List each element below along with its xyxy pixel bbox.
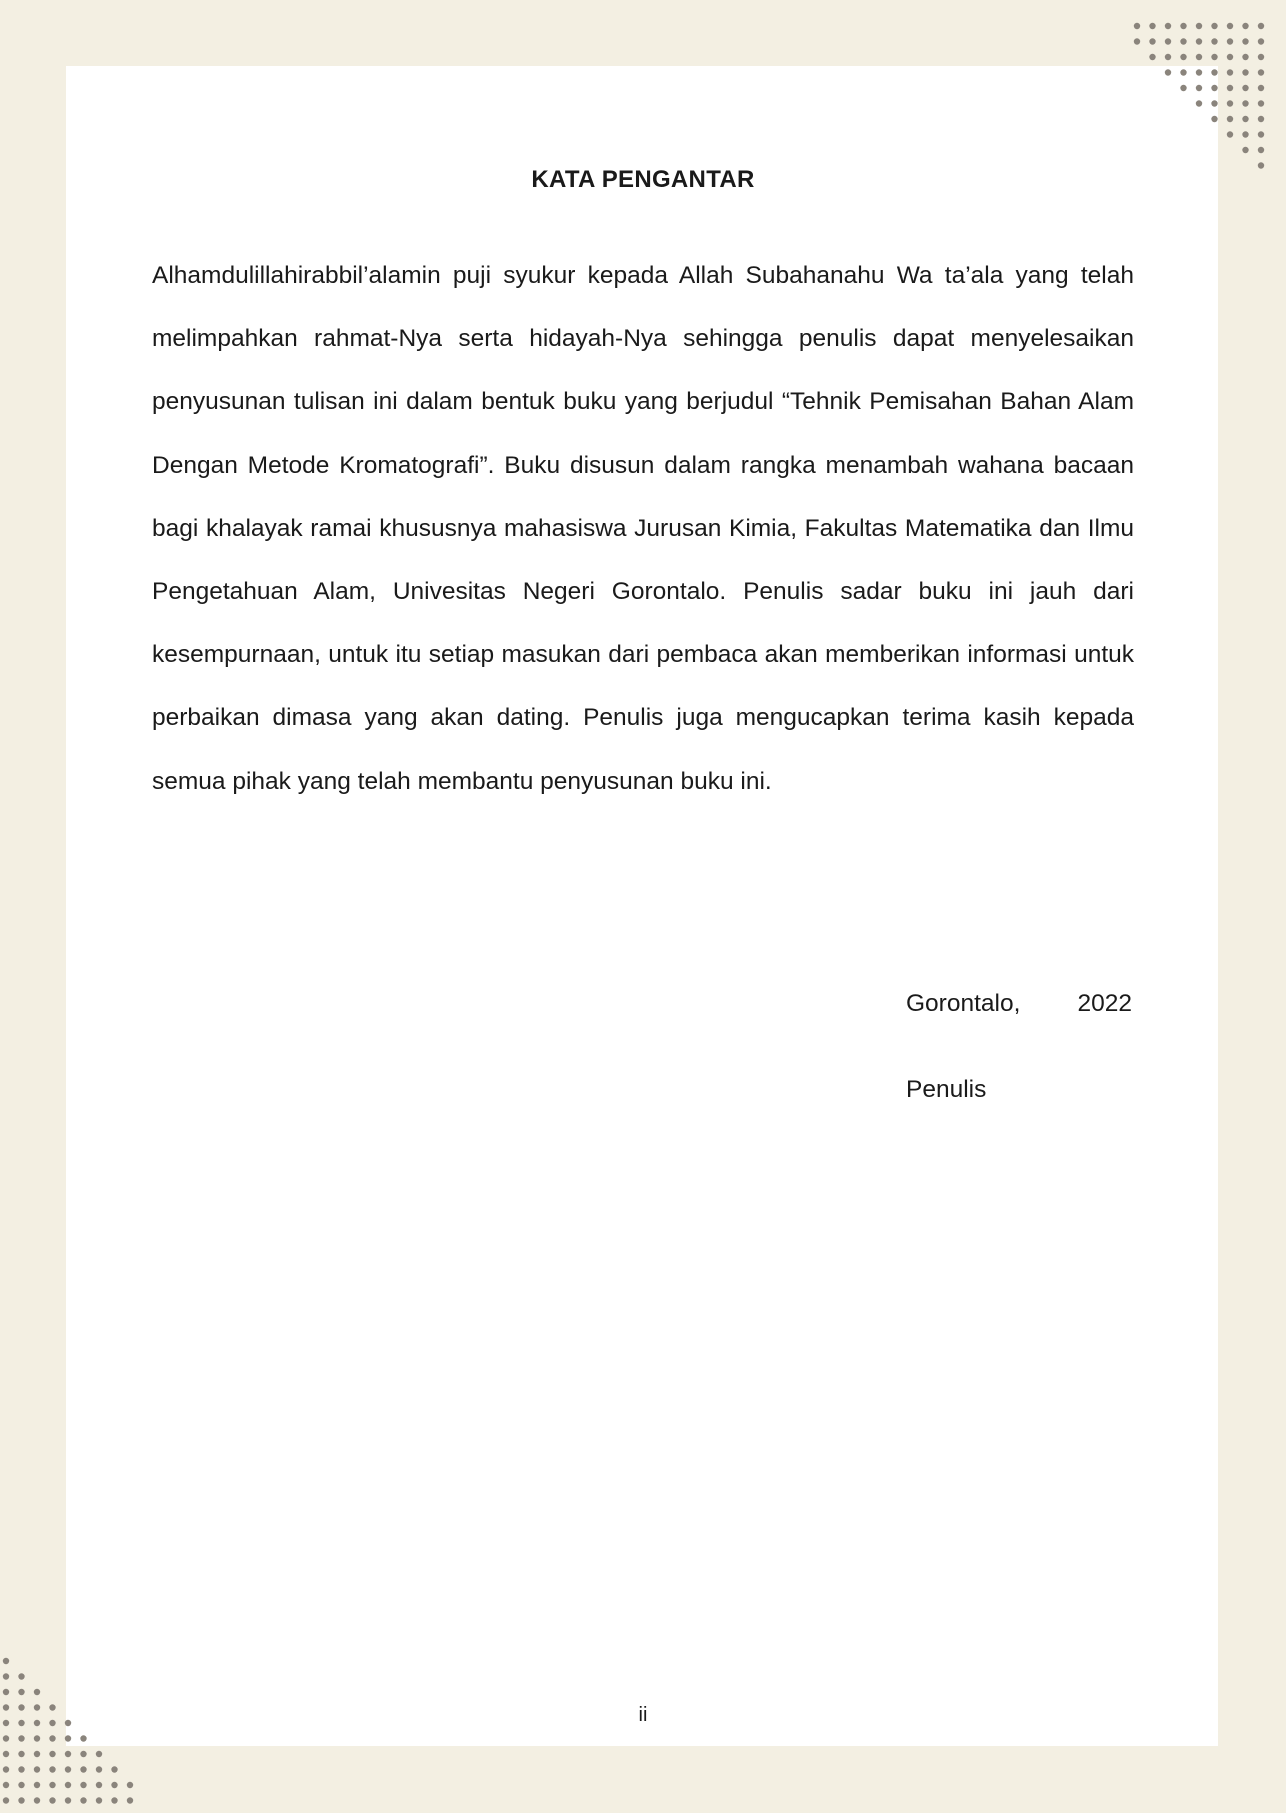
dot	[1180, 38, 1186, 44]
dot	[96, 1751, 102, 1757]
page-title: KATA PENGANTAR	[531, 166, 755, 193]
dot	[1196, 23, 1202, 29]
closing-year: 2022	[1077, 990, 1132, 1017]
dot	[1180, 85, 1186, 91]
dot	[1134, 38, 1140, 44]
dot	[1211, 85, 1217, 91]
page-number: ii	[638, 1704, 648, 1726]
dot	[96, 1782, 102, 1788]
dot	[65, 1766, 71, 1772]
dot	[1227, 69, 1233, 75]
dot	[1227, 131, 1233, 137]
dot	[49, 1751, 55, 1757]
dot	[34, 1782, 40, 1788]
dot	[1165, 54, 1171, 60]
dot	[1149, 23, 1155, 29]
dot	[1165, 69, 1171, 75]
dot	[34, 1766, 40, 1772]
dot	[18, 1751, 24, 1757]
dot	[1242, 131, 1248, 137]
dot	[1242, 23, 1248, 29]
dot	[1149, 38, 1155, 44]
closing-block	[906, 990, 1132, 1104]
dot	[1258, 100, 1264, 106]
dot	[3, 1751, 9, 1757]
dot	[80, 1782, 86, 1788]
dot	[3, 1673, 9, 1679]
dot	[3, 1658, 9, 1664]
dot	[18, 1689, 24, 1695]
dot	[1180, 23, 1186, 29]
decorative-dot-pattern-top-right	[1105, 20, 1270, 175]
dot	[49, 1782, 55, 1788]
dot	[49, 1735, 55, 1741]
closing-place: Gorontalo,	[906, 990, 1021, 1017]
dot	[3, 1797, 9, 1803]
decorative-dot-pattern-bottom-left	[0, 1655, 165, 1813]
dot	[1242, 147, 1248, 153]
dot	[111, 1766, 117, 1772]
dot	[65, 1735, 71, 1741]
dot	[80, 1766, 86, 1772]
dot	[1165, 38, 1171, 44]
dot	[65, 1782, 71, 1788]
dot	[1196, 85, 1202, 91]
dot	[1242, 85, 1248, 91]
dot	[65, 1751, 71, 1757]
dot	[111, 1782, 117, 1788]
dot	[1227, 116, 1233, 122]
dot	[1180, 69, 1186, 75]
dot	[1258, 147, 1264, 153]
dot	[18, 1782, 24, 1788]
dot	[18, 1735, 24, 1741]
dot	[1258, 23, 1264, 29]
dot	[3, 1735, 9, 1741]
dot	[1196, 100, 1202, 106]
dot	[96, 1797, 102, 1803]
dot	[1258, 85, 1264, 91]
dot	[1227, 23, 1233, 29]
dot	[1242, 116, 1248, 122]
dot	[3, 1782, 9, 1788]
dot	[18, 1766, 24, 1772]
dot	[18, 1673, 24, 1679]
dot	[1242, 54, 1248, 60]
dot	[1227, 100, 1233, 106]
dot	[1227, 54, 1233, 60]
dot	[127, 1782, 133, 1788]
preface-paragraph: Alhamdulillahirabbil’alamin puji syukur kepada Allah Subahanahu Wa ta’ala yang telah melimpahkan rahmat-Nya serta hidayah-Nya sehingga penulis dapat menyelesaikan penyusunan tulisan ini dalam bentuk buku yang berjudul “Tehnik Pemisahan Bahan Alam Dengan Metode Kromatografi”. Buku disusun dalam rangka menambah wahana bacaan bagi khalayak ramai khususnya mahasiswa Jurusan Kimia, Fakultas Matematika dan Ilmu Pengetahuan Alam, Univesitas Negeri Gorontalo. Penulis sadar buku ini jauh dari kesempurnaan, untuk itu setiap masukan dari pembaca akan memberikan informasi untuk perbaikan dimasa yang akan dating. Penulis juga mengucapkan terima kasih kepada semua pihak yang telah membantu penyusunan buku ini.	[152, 262, 1134, 795]
dot	[1211, 69, 1217, 75]
dot	[34, 1735, 40, 1741]
dot	[1165, 23, 1171, 29]
dot	[80, 1735, 86, 1741]
dot	[1196, 38, 1202, 44]
dot	[1211, 116, 1217, 122]
dot	[1258, 54, 1264, 60]
place-date-line	[906, 990, 1132, 1024]
dot	[18, 1797, 24, 1803]
dot	[80, 1797, 86, 1803]
dot	[1258, 131, 1264, 137]
dot	[1211, 23, 1217, 29]
dot	[1196, 69, 1202, 75]
dot	[127, 1797, 133, 1803]
dot	[1134, 23, 1140, 29]
dot	[1196, 54, 1202, 60]
dot	[1180, 54, 1186, 60]
dot	[1258, 69, 1264, 75]
dot	[34, 1689, 40, 1695]
dot	[34, 1751, 40, 1757]
dot	[3, 1689, 9, 1695]
dot	[80, 1751, 86, 1757]
dot	[1242, 69, 1248, 75]
dot	[1242, 100, 1248, 106]
dot	[1258, 116, 1264, 122]
dot	[1211, 54, 1217, 60]
dot	[1227, 38, 1233, 44]
dot	[49, 1797, 55, 1803]
dot	[111, 1797, 117, 1803]
dot	[1242, 38, 1248, 44]
dot	[1211, 38, 1217, 44]
dot	[1149, 54, 1155, 60]
dot	[1227, 85, 1233, 91]
dot	[65, 1797, 71, 1803]
dot	[1258, 38, 1264, 44]
dot	[49, 1766, 55, 1772]
dot	[3, 1766, 9, 1772]
dot	[34, 1797, 40, 1803]
dot	[96, 1766, 102, 1772]
closing-author: Penulis	[906, 1076, 987, 1103]
dot	[1211, 100, 1217, 106]
